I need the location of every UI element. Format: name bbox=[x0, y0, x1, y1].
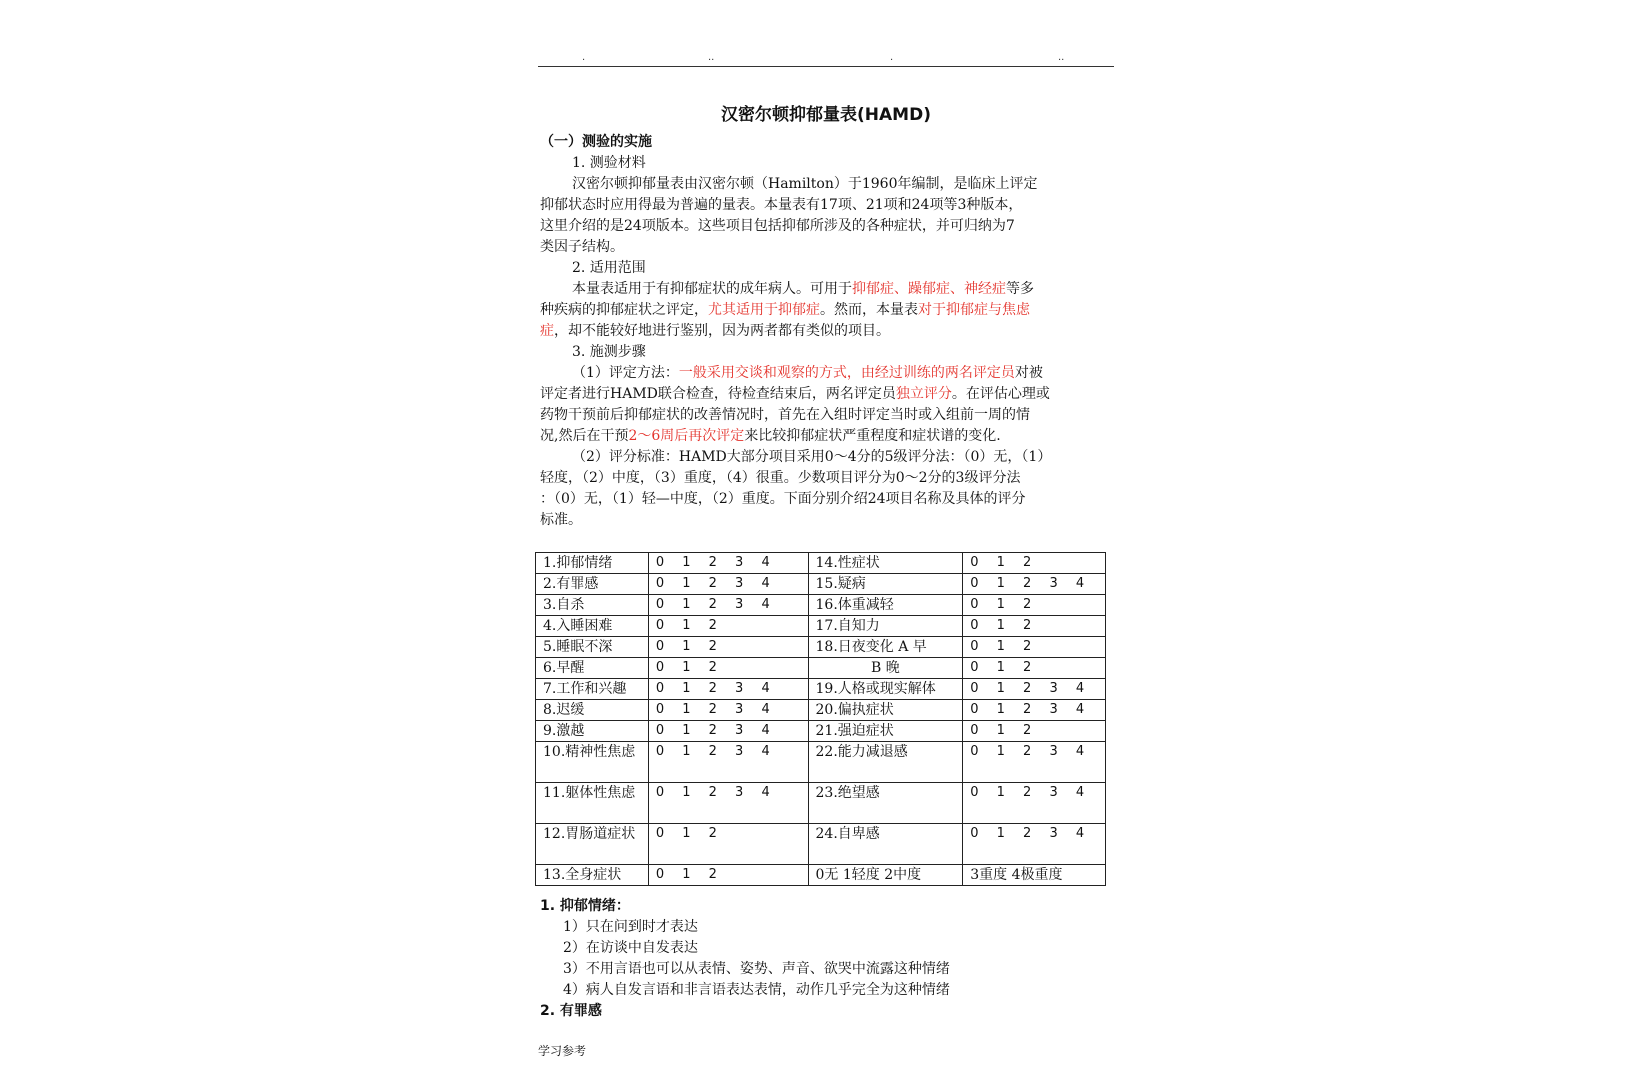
text-run: 评定者进行HAMD联合检查，待检查结束后，两名评定员 bbox=[540, 386, 896, 402]
paragraph-line: 轻度，（2）中度，（3）重度，（4）很重。少数项目评分为0～2分的3级评分法 bbox=[540, 470, 1021, 486]
text-run: 对被 bbox=[1014, 365, 1043, 381]
score-cell: 0 1 2 bbox=[963, 616, 1106, 637]
text-run: ，却不能较好地进行鉴别，因为两者都有类似的项目。 bbox=[554, 323, 890, 339]
text-run: 。在评估心理或 bbox=[951, 386, 1050, 402]
score-cell: 0 1 2 bbox=[648, 616, 808, 637]
score-cell: 0 1 2 bbox=[963, 721, 1106, 742]
paragraph-line bbox=[572, 363, 1043, 383]
paragraph-line: （2）评分标准：HAMD大部分项目采用0～4分的5级评分法：（0）无，（1） bbox=[572, 449, 1052, 465]
item-name-cell: 1.抑郁情绪 bbox=[536, 553, 649, 574]
footer-text: 学习参考 bbox=[538, 1044, 587, 1058]
text-run: 等多 bbox=[1006, 281, 1034, 297]
item-name-cell: B 晚 bbox=[808, 658, 963, 679]
table-row bbox=[536, 595, 1106, 616]
text-run: 来比较抑郁症状严重程度和症状谱的变化. bbox=[744, 428, 1001, 444]
item2-heading: 2. 有罪感 bbox=[540, 1003, 602, 1019]
item-name-cell: 12.胃肠道症状 bbox=[536, 824, 649, 865]
item-name-cell: 3.自杀 bbox=[536, 595, 649, 616]
paragraph-line bbox=[540, 321, 890, 341]
score-cell: 3重度 4极重度 bbox=[963, 865, 1106, 886]
header-rule bbox=[538, 66, 1114, 67]
table-row bbox=[536, 637, 1106, 658]
paragraph-line: 抑郁状态时应用得最为普遍的量表。本量表有17项、21项和24项等3种版本， bbox=[540, 197, 1023, 213]
paragraph-line: 标准。 bbox=[540, 512, 582, 528]
text-run: 况,然后在干预 bbox=[540, 428, 629, 444]
text-run: 。然而，本量表 bbox=[820, 302, 918, 318]
score-cell: 0 1 2 bbox=[648, 658, 808, 679]
item-name-cell: 21.强迫症状 bbox=[808, 721, 963, 742]
score-cell: 0 1 2 bbox=[648, 865, 808, 886]
paragraph-line bbox=[540, 426, 1001, 446]
item-name-cell: 4.入睡困难 bbox=[536, 616, 649, 637]
page-title: 汉密尔顿抑郁量表(HAMD) bbox=[721, 105, 931, 125]
item-name-cell: 8.迟缓 bbox=[536, 700, 649, 721]
item-name-cell: 7.工作和兴趣 bbox=[536, 679, 649, 700]
score-cell: 0 1 2 3 4 bbox=[648, 595, 808, 616]
item-name-cell: 16.体重减轻 bbox=[808, 595, 963, 616]
item1-point: 2）在访谈中自发表达 bbox=[563, 940, 698, 956]
table-row bbox=[536, 658, 1106, 679]
table-row bbox=[536, 824, 1106, 865]
score-cell: 0 1 2 3 4 bbox=[963, 783, 1106, 824]
item-name-cell: 14.性症状 bbox=[808, 553, 963, 574]
score-cell: 0 1 2 3 4 bbox=[648, 783, 808, 824]
table-row bbox=[536, 721, 1106, 742]
table-row bbox=[536, 783, 1106, 824]
paragraph-line: 药物干预前后抑郁症状的改善情况时，首先在入组时评定当时或入组前一周的情 bbox=[540, 407, 1030, 423]
subheading-scope: 2. 适用范围 bbox=[572, 260, 646, 276]
item1-point: 3）不用言语也可以从表情、姿势、声音、欲哭中流露这种情绪 bbox=[563, 961, 950, 977]
paragraph-line: 这里介绍的是24项版本。这些项目包括抑郁所涉及的各种症状，并可归纳为7 bbox=[540, 218, 1015, 234]
item-name-cell: 9.激越 bbox=[536, 721, 649, 742]
item-name-cell: 15.疑病 bbox=[808, 574, 963, 595]
table-row bbox=[536, 679, 1106, 700]
hamd-items-table bbox=[535, 552, 1106, 886]
table-row bbox=[536, 700, 1106, 721]
score-cell: 0 1 2 3 4 bbox=[648, 742, 808, 783]
item1-point: 4）病人自发言语和非言语表达表情，动作几乎完全为这种情绪 bbox=[563, 982, 950, 998]
text-run: 种疾病的抑郁症状之评定， bbox=[540, 302, 708, 318]
item-name-cell: 20.偏执症状 bbox=[808, 700, 963, 721]
table-row bbox=[536, 574, 1106, 595]
subheading-procedure: 3. 施测步骤 bbox=[572, 344, 646, 360]
score-cell: 0 1 2 3 4 bbox=[648, 721, 808, 742]
highlight-text: 症 bbox=[540, 323, 554, 339]
score-cell: 0 1 2 3 4 bbox=[648, 574, 808, 595]
highlight-text: 抑郁症、躁郁症、神经症 bbox=[852, 281, 1006, 297]
table-row bbox=[536, 553, 1106, 574]
header-dot: . bbox=[890, 52, 894, 63]
item-name-cell: 6.早醒 bbox=[536, 658, 649, 679]
paragraph-line: 汉密尔顿抑郁量表由汉密尔顿（Hamilton）于1960年编制，是临床上评定 bbox=[572, 176, 1038, 192]
item-name-cell: 18.日夜变化 A 早 bbox=[808, 637, 963, 658]
paragraph-line bbox=[572, 279, 1034, 299]
highlight-text: 对于抑郁症与焦虑 bbox=[918, 302, 1030, 318]
highlight-text: 尤其适用于抑郁症 bbox=[708, 302, 820, 318]
score-cell: 0 1 2 3 4 bbox=[963, 700, 1106, 721]
header-dot: . bbox=[582, 52, 586, 63]
score-cell: 0 1 2 bbox=[648, 637, 808, 658]
table-row bbox=[536, 865, 1106, 886]
header-dot: .. bbox=[708, 52, 715, 63]
item-name-cell: 5.睡眠不深 bbox=[536, 637, 649, 658]
paragraph-line: ：（0）无，（1）轻—中度，（2）重度。下面分别介绍24项目名称及具体的评分 bbox=[540, 491, 1026, 507]
item1-heading: 1. 抑郁情绪： bbox=[540, 898, 630, 914]
score-cell: 0 1 2 3 4 bbox=[963, 679, 1106, 700]
item-name-cell: 2.有罪感 bbox=[536, 574, 649, 595]
score-cell: 0 1 2 3 4 bbox=[963, 824, 1106, 865]
text-run: 本量表适用于有抑郁症状的成年病人。可用于 bbox=[572, 281, 852, 297]
score-cell: 0 1 2 3 4 bbox=[963, 742, 1106, 783]
item-name-cell: 0无 1轻度 2中度 bbox=[808, 865, 963, 886]
item-name-cell: 13.全身症状 bbox=[536, 865, 649, 886]
score-cell: 0 1 2 bbox=[963, 553, 1106, 574]
item-name-cell: 22.能力减退感 bbox=[808, 742, 963, 783]
item-name-cell: 11.躯体性焦虑 bbox=[536, 783, 649, 824]
table-row bbox=[536, 742, 1106, 783]
paragraph-line bbox=[540, 384, 1050, 404]
score-cell: 0 1 2 3 4 bbox=[648, 700, 808, 721]
score-cell: 0 1 2 bbox=[963, 595, 1106, 616]
item-name-cell: 24.自卑感 bbox=[808, 824, 963, 865]
section-heading: （一）测验的实施 bbox=[540, 134, 652, 150]
score-cell: 0 1 2 bbox=[963, 637, 1106, 658]
score-cell: 0 1 2 3 4 bbox=[648, 679, 808, 700]
item1-point: 1）只在问到时才表达 bbox=[563, 919, 698, 935]
score-cell: 0 1 2 3 4 bbox=[648, 553, 808, 574]
item-name-cell: 17.自知力 bbox=[808, 616, 963, 637]
highlight-text: 2～6周后再次评定 bbox=[628, 428, 745, 444]
table-row bbox=[536, 616, 1106, 637]
subheading-materials: 1. 测验材料 bbox=[572, 155, 646, 171]
item-name-cell: 23.绝望感 bbox=[808, 783, 963, 824]
score-cell: 0 1 2 3 4 bbox=[963, 574, 1106, 595]
score-cell: 0 1 2 bbox=[648, 824, 808, 865]
item-name-cell: 10.精神性焦虑 bbox=[536, 742, 649, 783]
text-run: （1）评定方法： bbox=[572, 365, 679, 381]
score-cell: 0 1 2 bbox=[963, 658, 1106, 679]
highlight-text: 一般采用交谈和观察的方式，由经过训练的两名评定员 bbox=[678, 365, 1015, 381]
highlight-text: 独立评分 bbox=[895, 386, 952, 402]
paragraph-line bbox=[540, 300, 1030, 320]
header-dot: .. bbox=[1058, 52, 1065, 63]
paragraph-line: 类因子结构。 bbox=[540, 239, 624, 255]
item-name-cell: 19.人格或现实解体 bbox=[808, 679, 963, 700]
